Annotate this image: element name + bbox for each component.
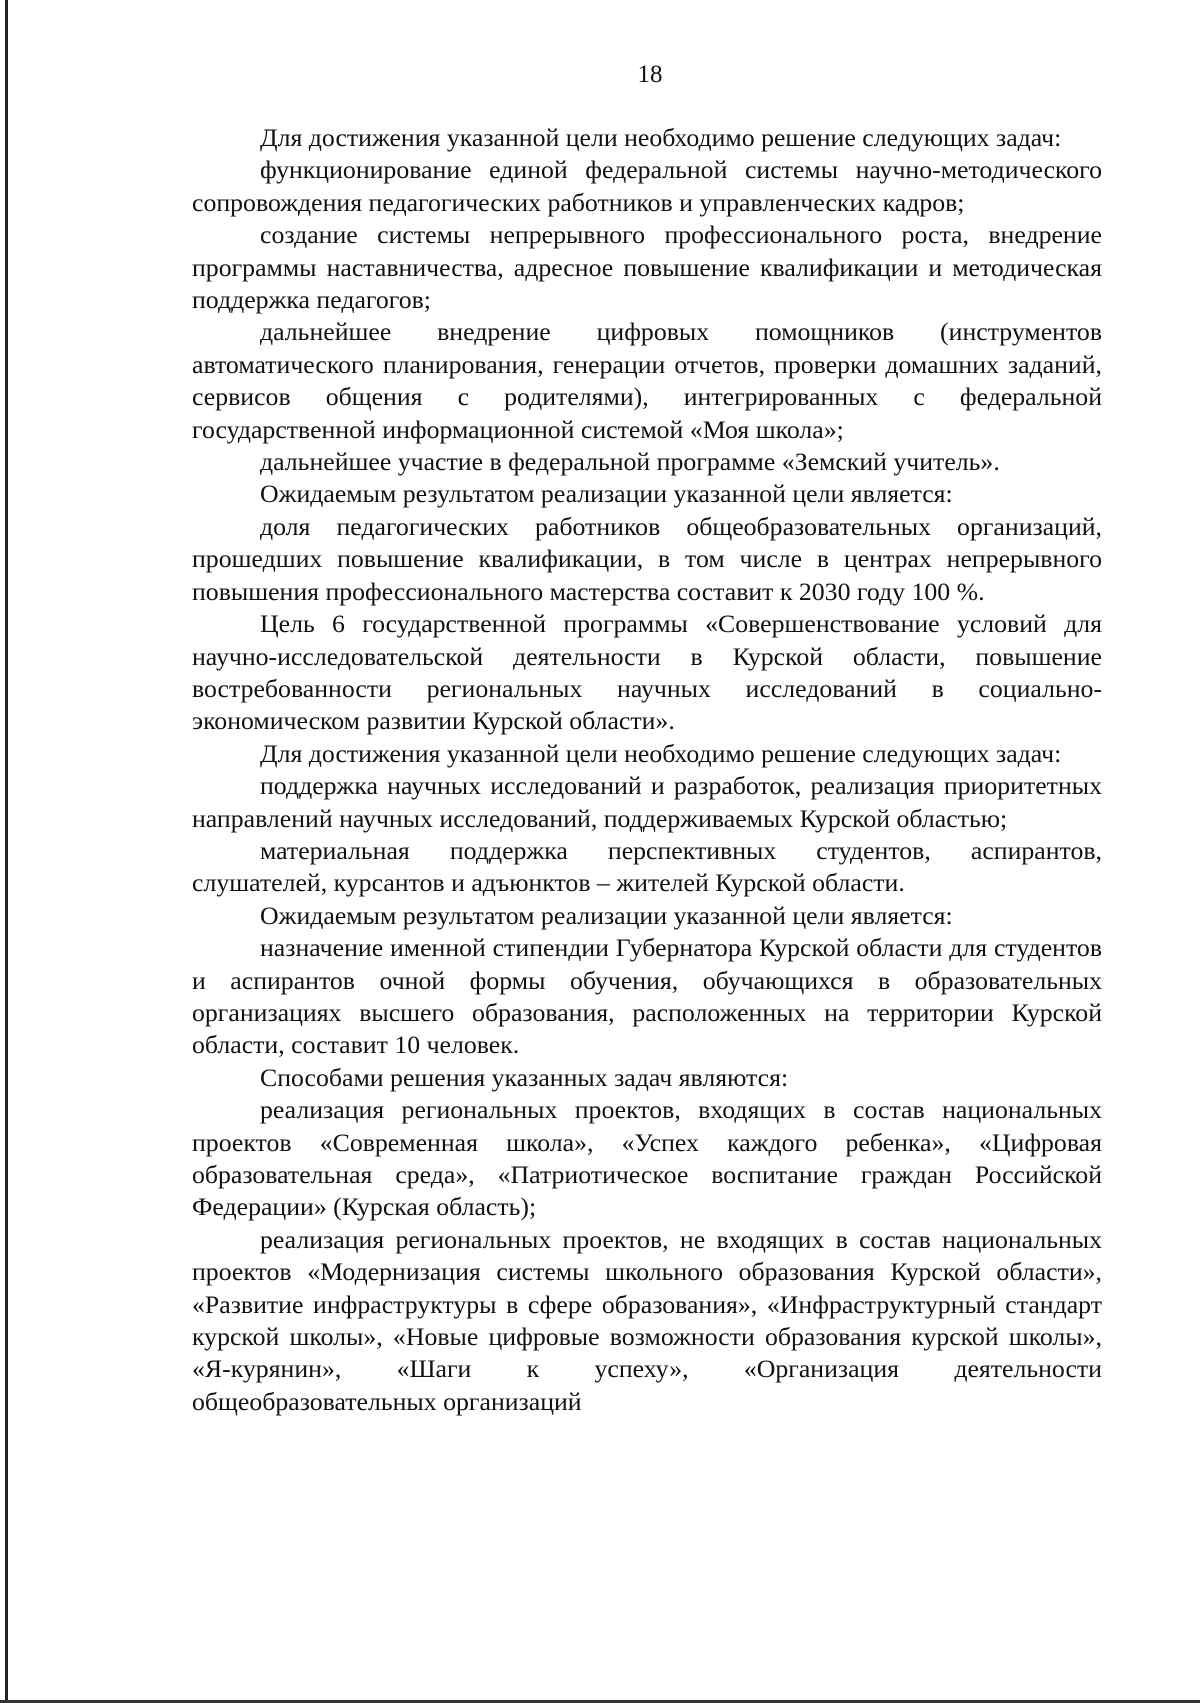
paragraph-3: создание системы непрерывного профессионального роста, внедрение программы наставничества, адресное повышение квалификации и методическая поддержка педагогов; xyxy=(192,220,1102,315)
page-border-left xyxy=(5,0,8,1703)
paragraph-7: доля педагогических работников общеобразовательных организаций, прошедших повышение квалификации, в том числе в центрах непрерывного повышения профессионального мастерства составит к 2030 году 100 %. xyxy=(192,511,1102,606)
paragraph-1: Для достижения указанной цели необходимо решение следующих задач: xyxy=(260,123,1062,152)
paragraph-8: Цель 6 государственной программы «Совершенствование условий для научно-исследовательской деятельности в Курской области, повышение востребованности региональных научных исследований в социально-экономическом развитии Курской области». xyxy=(192,609,1102,736)
paragraph-5: дальнейшее участие в федеральной программе «Земский учитель». xyxy=(260,447,1000,477)
paragraph-15: реализация региональных проектов, входящих в состав национальных проектов «Современная школа», «Успех каждого ребенка», «Цифровая образовательная среда», «Патриотическое воспитание граждан Российской Федерации» (Курская область); xyxy=(192,1095,1102,1222)
paragraph-9: Для достижения указанной цели необходимо решение следующих задач: xyxy=(260,738,1062,768)
paragraph-4: дальнейшее внедрение цифровых помощников (инструментов автоматического планирования, генерации отчетов, проверки домашних заданий, сервисов общения с родителями), интегрированных с федеральной государственной информационной системой «Моя школа»; xyxy=(192,317,1102,444)
document-body xyxy=(192,122,1102,1418)
paragraph-16: реализация региональных проектов, не входящих в состав национальных проектов «Модернизация системы школьного образования Курской области», «Развитие инфраструктуры в сфере образования», «Инфраструктурный стандарт курской школы», «Новые цифровые возможности образования курской школы», «Я-курянин», «Шаги к успеху», «Организация деятельности общеобразовательных организаций xyxy=(192,1224,1102,1416)
paragraph-2: функционирование единой федеральной системы научно-методического сопровождения педагогических работников и управленческих кадров; xyxy=(192,155,1102,217)
paragraph-11: материальная поддержка перспективных студентов, аспирантов, слушателей, курсантов и адъюнктов – жителей Курской области. xyxy=(192,835,1102,898)
paragraph-13: назначение именной стипендии Губернатора Курской области для студентов и аспирантов очной формы обучения, обучающихся в образовательных организациях высшего образования, расположенных на территории Курской области, составит 10 человек. xyxy=(192,933,1102,1060)
paragraph-10: поддержка научных исследований и разработок, реализация приоритетных направлений научных исследований, поддерживаемых Курской областью; xyxy=(192,771,1102,833)
paragraph-6: Ожидаемым результатом реализации указанной цели является: xyxy=(260,479,953,509)
page-number: 18 xyxy=(637,61,663,88)
paragraph-14: Способами решения указанных задач являются: xyxy=(260,1062,789,1092)
paragraph-12: Ожидаемым результатом реализации указанной цели является: xyxy=(260,900,953,930)
